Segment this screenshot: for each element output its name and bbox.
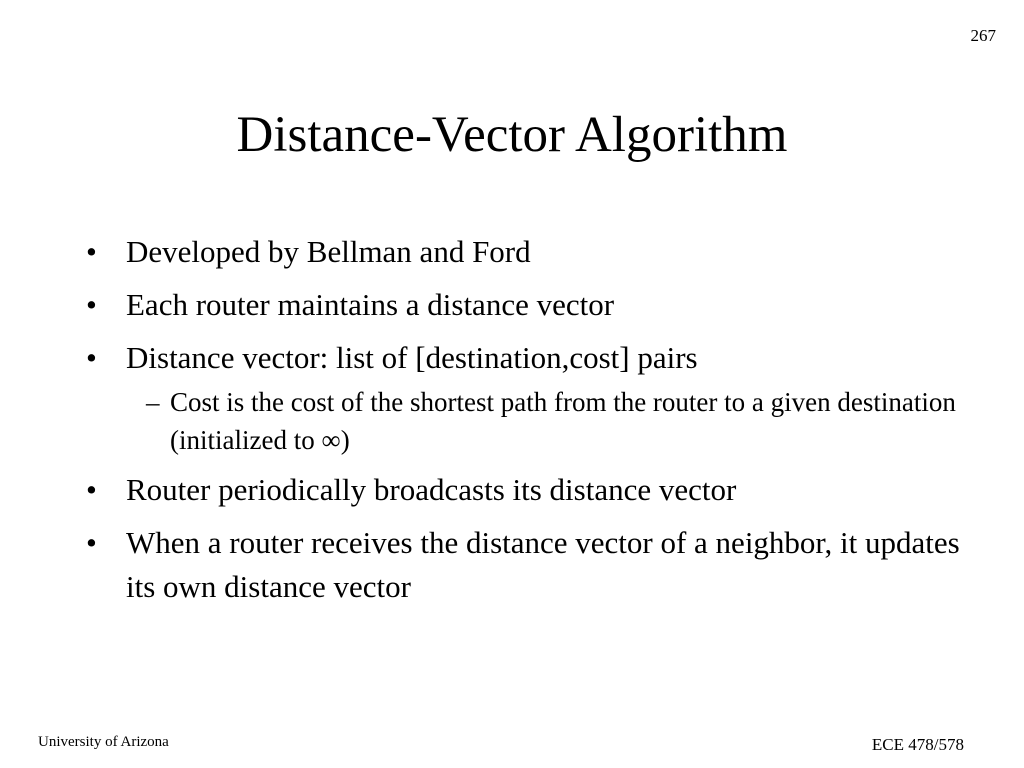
sub-bullet-list — [126, 383, 960, 459]
bullet-marker: • — [86, 340, 97, 375]
footer-institution: University of Arizona — [38, 734, 169, 750]
bullet-text: When a router receives the distance vector of a neighbor, it updates its own distance vector — [126, 525, 960, 604]
footer-course: ECE 478/578 — [871, 735, 964, 754]
slide-title: Distance-Vector Algorithm — [236, 107, 788, 163]
bullet-item — [80, 521, 960, 609]
bullet-text: Router periodically broadcasts its distance vector — [126, 472, 737, 507]
bullet-marker: • — [86, 234, 97, 269]
bullet-marker: • — [86, 287, 97, 322]
sub-bullet-text: Cost is the cost of the shortest path from the router to a given destination (initialized to ∞) — [170, 387, 956, 455]
bullet-item — [80, 283, 960, 327]
bullet-list — [80, 230, 960, 618]
bullet-item — [80, 468, 960, 512]
sub-bullet-item — [126, 383, 960, 459]
bullet-text: Distance vector: list of [destination,cost] pairs — [126, 340, 698, 375]
bullet-item — [80, 336, 960, 459]
bullet-marker: • — [86, 472, 97, 507]
bullet-item — [80, 230, 960, 274]
bullet-text: Each router maintains a distance vector — [126, 287, 615, 322]
bullet-text: Developed by Bellman and Ford — [126, 234, 531, 269]
bullet-marker: • — [86, 525, 97, 560]
slide-number: 267 — [970, 26, 996, 45]
sub-bullet-marker: – — [146, 387, 160, 417]
